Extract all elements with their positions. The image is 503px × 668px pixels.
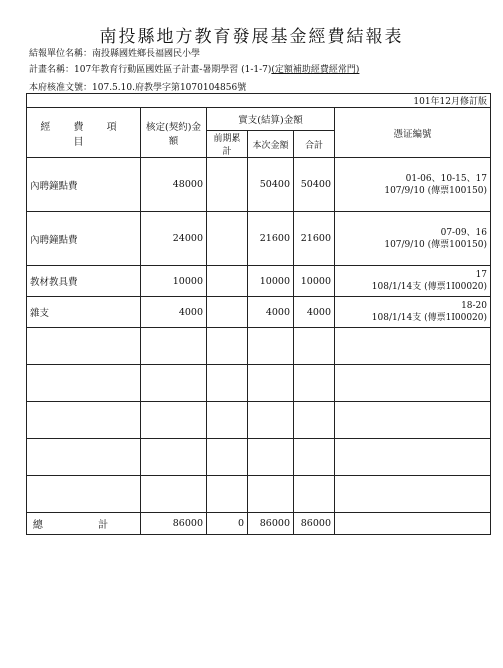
unit-line (29, 46, 200, 59)
totals-label: 總 計 (27, 513, 141, 535)
empty-row (27, 365, 491, 402)
item-name: 內聘鐘點費 (27, 158, 141, 212)
header-item: 經 費 項 目 (27, 108, 141, 158)
table-row (27, 297, 491, 328)
total-amount: 50400 (294, 158, 335, 212)
unit-label: 結報單位名稱： (29, 49, 93, 59)
voucher-cell (335, 266, 491, 297)
voucher-cell (335, 297, 491, 328)
plan-line (29, 62, 359, 75)
totals-row (27, 513, 491, 535)
current-amount: 21600 (248, 212, 294, 266)
plan-note: (定額補助經費經常門) (271, 65, 360, 75)
empty-row (27, 402, 491, 439)
voucher-date: 108/1/14支 (傳票1I00020) (371, 282, 488, 292)
total-amount: 10000 (294, 266, 335, 297)
approval-value: 107.5.10.府教學字第1070104856號 (92, 83, 247, 93)
prior-amount (207, 266, 248, 297)
empty-row (27, 476, 491, 513)
current-amount: 50400 (248, 158, 294, 212)
header-prior: 前期累計 (207, 131, 248, 158)
revision-row (27, 94, 491, 108)
empty-row (27, 439, 491, 476)
voucher-numbers: 07-09、16 (440, 227, 488, 238)
table-row (27, 158, 491, 212)
voucher-date: 108/1/14支 (傳票1I00020) (371, 313, 488, 323)
totals-total: 86000 (294, 513, 335, 535)
total-amount: 4000 (294, 297, 335, 328)
report-title: 南投縣地方教育發展基金經費結報表 (99, 27, 404, 47)
prior-amount (207, 158, 248, 212)
item-name: 教材教具費 (27, 266, 141, 297)
plan-value: 107年教育行動區國姓區子計畫-暑期學習 (1-1-7) (74, 65, 272, 75)
totals-prior: 0 (207, 513, 248, 535)
voucher-cell (335, 158, 491, 212)
revision-label: 101年12月修訂版 (27, 94, 491, 108)
header-actual: 實支(結算)金額 (207, 108, 335, 131)
header-current: 本次金額 (248, 131, 294, 158)
approved-amount: 48000 (141, 158, 207, 212)
approved-amount: 4000 (141, 297, 207, 328)
item-name: 內聘鐘點費 (27, 212, 141, 266)
header-voucher: 憑证編號 (335, 108, 491, 158)
prior-amount (207, 212, 248, 266)
totals-approved: 86000 (141, 513, 207, 535)
approved-amount: 24000 (141, 212, 207, 266)
table-row (27, 212, 491, 266)
approval-line (29, 80, 246, 93)
prior-amount (207, 297, 248, 328)
total-amount: 21600 (294, 212, 335, 266)
totals-voucher (335, 513, 491, 535)
header-approved: 核定(契約)金額 (141, 108, 207, 158)
unit-value: 南投縣國姓鄉長福國民小學 (92, 49, 201, 59)
approved-amount: 10000 (141, 266, 207, 297)
empty-row (27, 328, 491, 365)
voucher-date: 107/9/10 (傳票100150) (384, 239, 488, 250)
approval-label: 本府核准文號： (29, 83, 93, 93)
voucher-cell (335, 212, 491, 266)
voucher-numbers: 17 (475, 270, 488, 280)
header-row-1 (27, 108, 491, 131)
plan-label: 計畫名稱： (29, 65, 75, 75)
totals-current: 86000 (248, 513, 294, 535)
current-amount: 4000 (248, 297, 294, 328)
voucher-numbers: 01-06、10-15、17 (405, 173, 488, 184)
voucher-date: 107/9/10 (傳票100150) (384, 185, 488, 196)
current-amount: 10000 (248, 266, 294, 297)
table-row (27, 266, 491, 297)
item-name: 雜支 (27, 297, 141, 328)
voucher-numbers: 18-20 (461, 301, 488, 311)
expense-report-table (26, 93, 491, 535)
header-total: 合計 (294, 131, 335, 158)
